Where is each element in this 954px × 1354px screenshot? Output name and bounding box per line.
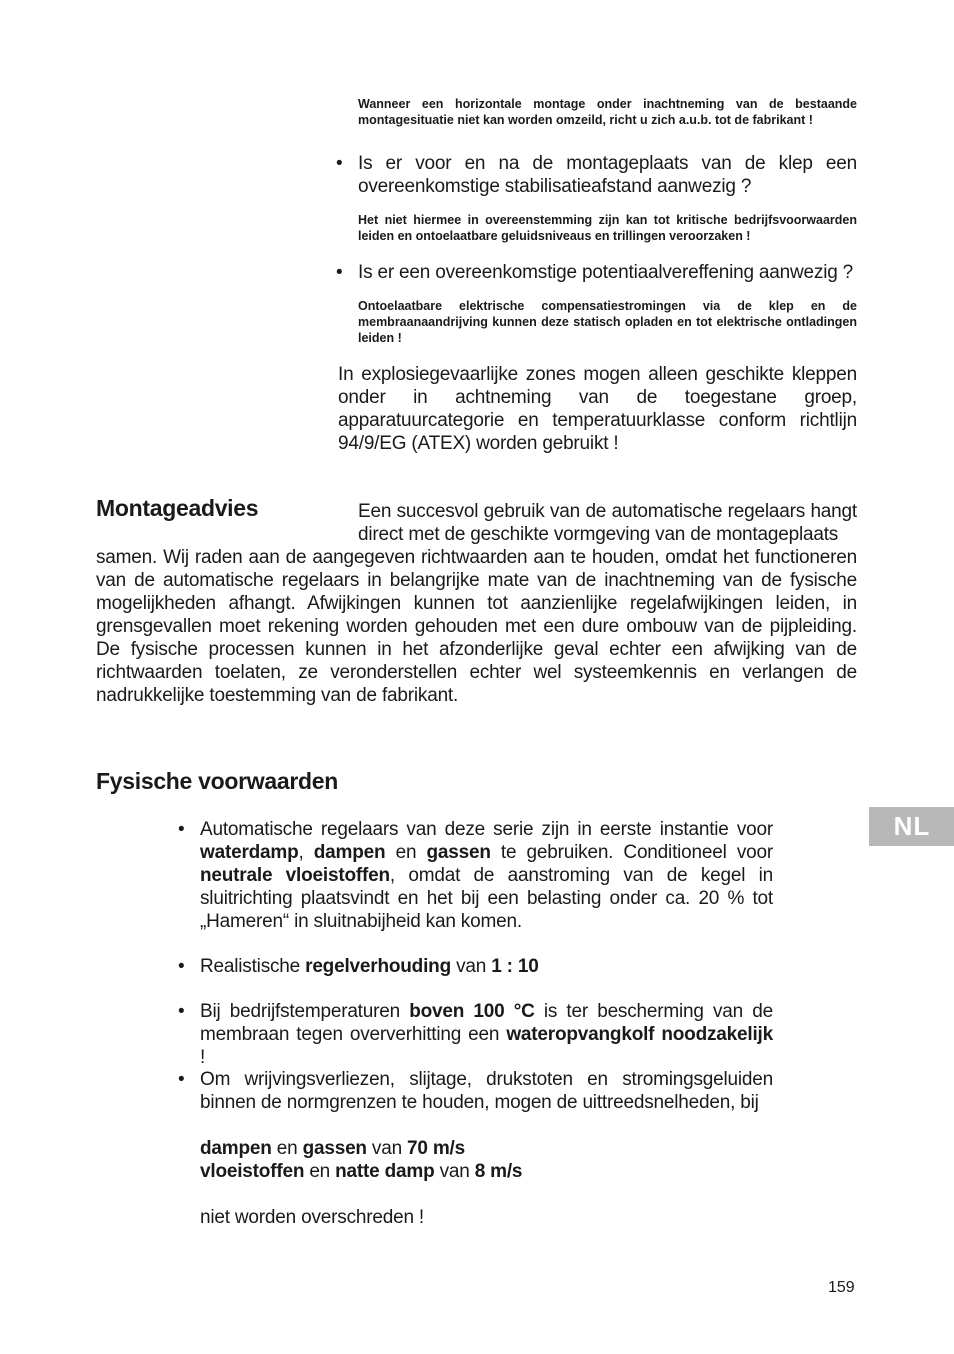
bullet-symbol: • bbox=[178, 1001, 185, 1022]
velocity-line-gases bbox=[200, 1137, 773, 1160]
bullet-stabilization-distance: Is er voor en na de montageplaats van de klep een overeenkomstige stabilisatieafstand aanwezig ? bbox=[358, 153, 857, 197]
text-span: van bbox=[450, 956, 492, 977]
note-electrical-discharge: Ontoelaatbare elektrische compensatiestromingen via de klep en de membraanaandrijving kunnen deze statisch opladen en tot elektrische ontladingen leiden ! bbox=[358, 299, 857, 345]
velocity-closing-text: niet worden overschreden ! bbox=[200, 1207, 424, 1228]
section-heading-fysische-voorwaarden: Fysische voorwaarden bbox=[96, 768, 338, 794]
text-span: en bbox=[304, 1161, 336, 1182]
text-span: ! bbox=[200, 1047, 206, 1068]
section-heading-montageadvies: Montageadvies bbox=[96, 495, 259, 521]
keyword-ratio: 1 : 10 bbox=[491, 956, 539, 977]
bullet-exit-velocities: Om wrijvingsverliezen, slijtage, drukstoten en stromingsgeluiden binnen de normgrenzen te houden, mogen de uittreedsnelheden, bij bbox=[200, 1069, 773, 1113]
keyword-wateropvangkolf: wateropvangkolf noodzakelijk bbox=[506, 1024, 773, 1045]
text-span: van bbox=[434, 1161, 475, 1182]
bullet-symbol: • bbox=[336, 262, 343, 283]
velocity-line-liquids bbox=[200, 1160, 773, 1183]
text-span: Bij bedrijfstemperaturen bbox=[200, 1001, 410, 1022]
montage-body-text: samen. Wij raden aan de aangegeven richtwaarden aan te houden, omdat het functioneren van de automatische regelaars in belangrijke mate van de inachtneming van de fysische mogelijkheden afhangt. Afwijkingen kunnen tot aanzienlijke regelafwijkingen leiden, in grensgevallen moet rekening worden gehouden met een dure ombouw van de pijpleiding. De fysische processen kunnen in het afzonderlijke geval echter een afwijking van de richtwaarden toelaten, ze veronderstellen echter wel systeemkennis en verlangen de nadrukkelijke toestemming van de fabrikant. bbox=[96, 547, 857, 706]
bullet-potential-equalization: Is er een overeenkomstige potentiaalvereffening aanwezig ? bbox=[358, 262, 854, 283]
keyword-neutrale-vloeistoffen: neutrale vloeistoffen bbox=[200, 865, 390, 886]
atex-paragraph: In explosiegevaarlijke zones mogen alleen geschikte kleppen onder in achtneming van de toegestane groep, apparatuurcategorie en temperatuurklasse conform richtlijn 94/9/EG (ATEX) worden gebruikt ! bbox=[338, 364, 857, 454]
text-span: is ter bescherming van de membraan tegen oververhitting een bbox=[200, 1001, 773, 1045]
keyword-gassen: gassen bbox=[302, 1138, 367, 1159]
text-span: te gebruiken. Conditioneel voor bbox=[490, 842, 773, 863]
keyword-vloeistoffen: vloeistoffen bbox=[200, 1161, 305, 1182]
note-critical-conditions: Het niet hiermee in overeenstemming zijn kan tot kritische bedrijfsvoorwaarden leiden en ontoelaatbare geluidsniveaus en trillingen veroorzaken ! bbox=[358, 213, 857, 243]
text-span: Realistische bbox=[200, 956, 306, 977]
keyword-dampen: dampen bbox=[313, 842, 386, 863]
montage-lead-text: Een succesvol gebruik van de automatische regelaars hangt direct met de geschikte vormgeving van de montageplaats bbox=[358, 501, 857, 545]
bullet-symbol: • bbox=[178, 819, 185, 840]
text-span: , omdat de aanstroming van de kegel in sluitrichting plaatsvindt en het bij een belasting onder ca. 20 % tot „Hameren“ in sluitnabijheid kan komen. bbox=[200, 865, 773, 932]
keyword-natte-damp: natte damp bbox=[335, 1161, 435, 1182]
bullet-control-ratio bbox=[200, 955, 773, 978]
text-span: en bbox=[271, 1138, 303, 1159]
bullet-symbol: • bbox=[336, 153, 343, 174]
keyword-regelverhouding: regelverhouding bbox=[305, 956, 451, 977]
bullet-media-types bbox=[200, 818, 773, 933]
keyword-70ms: 70 m/s bbox=[407, 1138, 465, 1159]
keyword-boven-100c: boven 100 °C bbox=[409, 1001, 535, 1022]
text-span: Automatische regelaars van deze serie zijn in eerste instantie voor bbox=[200, 819, 773, 840]
bullet-symbol: • bbox=[178, 1069, 185, 1090]
keyword-waterdamp: waterdamp bbox=[200, 842, 299, 863]
keyword-dampen: dampen bbox=[200, 1138, 272, 1159]
bullet-temperature bbox=[200, 1000, 773, 1069]
page-number: 159 bbox=[828, 1279, 855, 1296]
note-horizontal-mounting: Wanneer een horizontale montage onder inachtneming van de bestaande montagesituatie niet kan worden omzeild, richt u zich a.u.b. tot de fabrikant ! bbox=[358, 97, 857, 127]
keyword-gassen: gassen bbox=[426, 842, 491, 863]
keyword-8ms: 8 m/s bbox=[474, 1161, 523, 1182]
text-span: van bbox=[366, 1138, 408, 1159]
text-span: , bbox=[298, 842, 314, 863]
bullet-symbol: • bbox=[178, 956, 185, 977]
text-span: en bbox=[385, 842, 427, 863]
language-tab: NL bbox=[869, 807, 954, 846]
